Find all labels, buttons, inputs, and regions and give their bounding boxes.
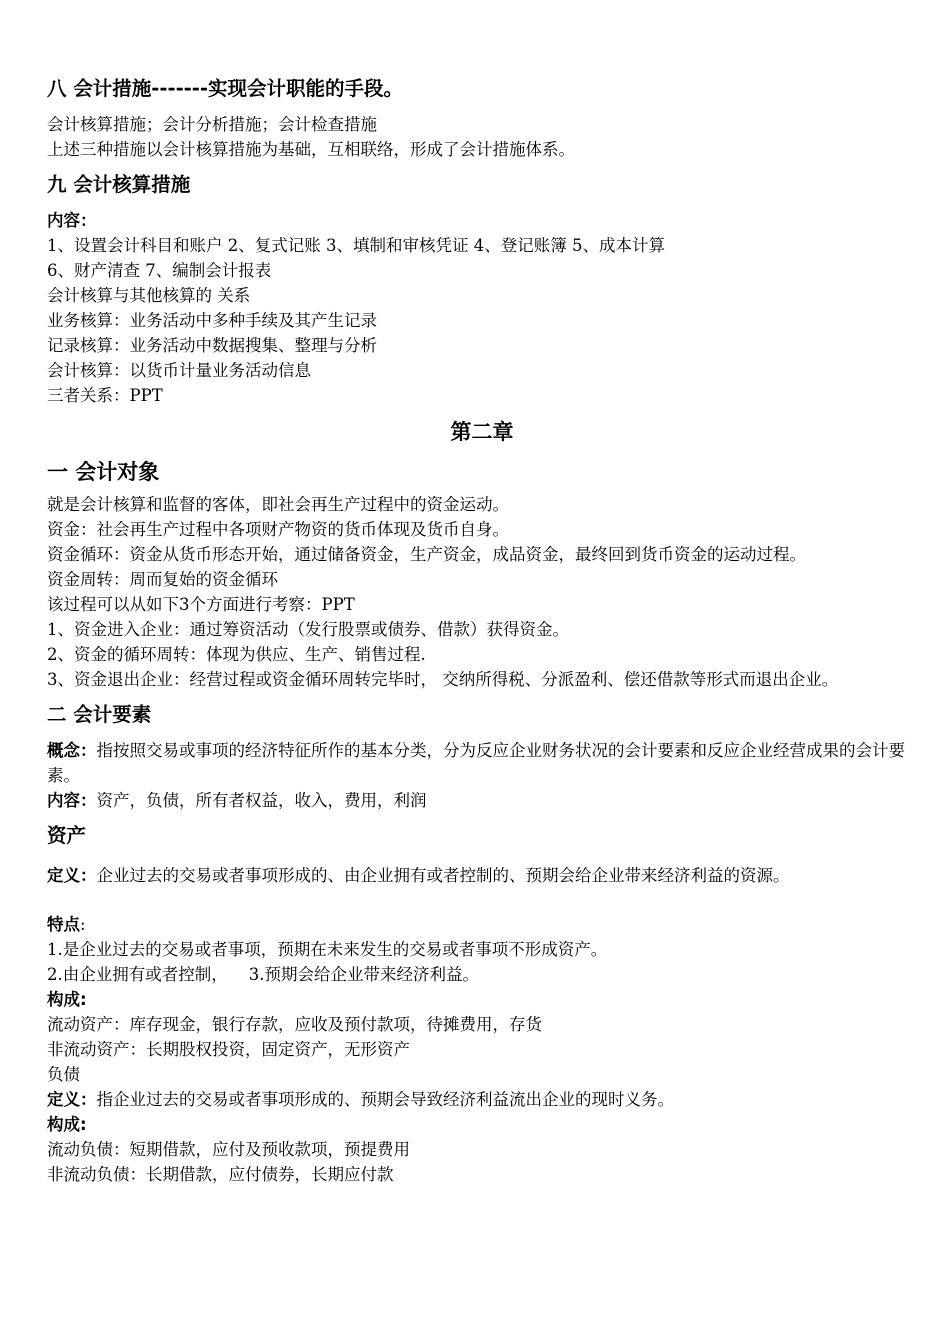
c1-line-6: 1、资金进入企业：通过筹资活动（发行股票或债券、借款）获得资金。: [47, 620, 569, 639]
c1-heading: 一 会计对象: [47, 460, 160, 484]
s9-line-4: 业务核算：业务活动中多种手续及其产生记录: [47, 311, 377, 330]
chapter-title: 第二章: [450, 420, 514, 444]
asset-features-label: [47, 912, 917, 937]
c2-concept-label: 概念：: [47, 741, 97, 760]
asset-def-label: 定义：: [47, 866, 97, 885]
s9-line-1: 1、设置会计科目和账户 2、复式记账 3、填制和审核凭证 4、登记账簿 5、成本计算: [47, 236, 665, 255]
s9-line-2: 6、财产清查 7、编制会计报表: [47, 261, 272, 280]
liability-def-text: 指企业过去的交易或者事项形成的、预期会导致经济利益流出企业的现时义务。: [96, 1090, 674, 1109]
c2-content: [47, 788, 917, 813]
liability-comp-label: 构成:: [47, 1115, 87, 1134]
asset-feat-colon: :: [80, 915, 86, 934]
section-9-heading: 九 会计核算措施: [47, 173, 191, 196]
liability-heading: 负债: [47, 1065, 80, 1084]
s9-line-3: 会计核算与其他核算的 关系: [47, 286, 251, 305]
asset-definition: [47, 863, 917, 888]
c2-content-label: 内容：: [47, 791, 97, 810]
c2-concept-text: 指按照交易或事项的经济特征所作的基本分类，分为反应企业财务状况的会计要素和反应企业经营成果的会计要素。: [47, 741, 905, 785]
c1-line-8: 3、资金退出企业：经营过程或资金循环周转完毕时， 交纳所得税、分派盈利、偿还借款等形式而退出企业。: [47, 670, 839, 689]
c1-line-1: 就是会计核算和监督的客体，即社会再生产过程中的资金运动。: [47, 495, 509, 514]
liability-def-label: 定义：: [47, 1090, 97, 1109]
asset-feat-label: 特点: [47, 915, 80, 934]
s9-line-7: 三者关系：PPT: [47, 386, 163, 405]
asset-comp-2: 非流动资产：长期股权投资，固定资产，无形资产: [47, 1040, 410, 1059]
liability-definition: [47, 1087, 917, 1112]
document-page: [47, 72, 917, 1187]
c2-concept: [47, 738, 917, 788]
s9-content-label: 内容：: [47, 211, 97, 230]
liability-comp-2: 非流动负债：长期借款，应付债券，长期应付款: [47, 1165, 394, 1184]
c1-line-3: 资金循环：资金从货币形态开始，通过储备资金，生产资金，成品资金，最终回到货币资金的运动过程。: [47, 545, 806, 564]
c2-heading: 二 会计要素: [47, 703, 152, 726]
c1-line-2: 资金：社会再生产过程中各项财产物资的货币体现及货币自身。: [47, 520, 509, 539]
c1-line-5: 该过程可以从如下3个方面进行考察：PPT: [47, 595, 355, 614]
asset-feature-1: 1.是企业过去的交易或者事项，预期在未来发生的交易或者事项不形成资产。: [47, 940, 608, 959]
asset-comp-1: 流动资产：库存现金，银行存款，应收及预付款项，待摊费用，存货: [47, 1015, 542, 1034]
s9-line-6: 会计核算：以货币计量业务活动信息: [47, 361, 311, 380]
asset-comp-label: 构成:: [47, 990, 87, 1009]
asset-def-text: 企业过去的交易或者事项形成的、由企业拥有或者控制的、预期会给企业带来经济利益的资源。: [96, 866, 790, 885]
s8-line-2: 上述三种措施以会计核算措施为基础，互相联络，形成了会计措施体系。: [47, 140, 575, 159]
asset-feature-2: 2.由企业拥有或者控制， 3.预期会给企业带来经济利益。: [47, 965, 479, 984]
c1-line-7: 2、资金的循环周转：体现为供应、生产、销售过程.: [47, 645, 426, 664]
asset-heading: 资产: [47, 824, 87, 847]
c2-content-text: 资产，负债，所有者权益，收入，费用，利润: [96, 791, 427, 810]
s8-line-1: 会计核算措施；会计分析措施；会计检查措施: [47, 115, 377, 134]
section-8-heading: 八 会计措施-------实现会计职能的手段。: [47, 77, 403, 100]
c1-line-4: 资金周转：周而复始的资金循环: [47, 570, 278, 589]
liability-comp-1: 流动负债：短期借款，应付及预收款项，预提费用: [47, 1140, 410, 1159]
s9-line-5: 记录核算：业务活动中数据搜集、整理与分析: [47, 336, 377, 355]
